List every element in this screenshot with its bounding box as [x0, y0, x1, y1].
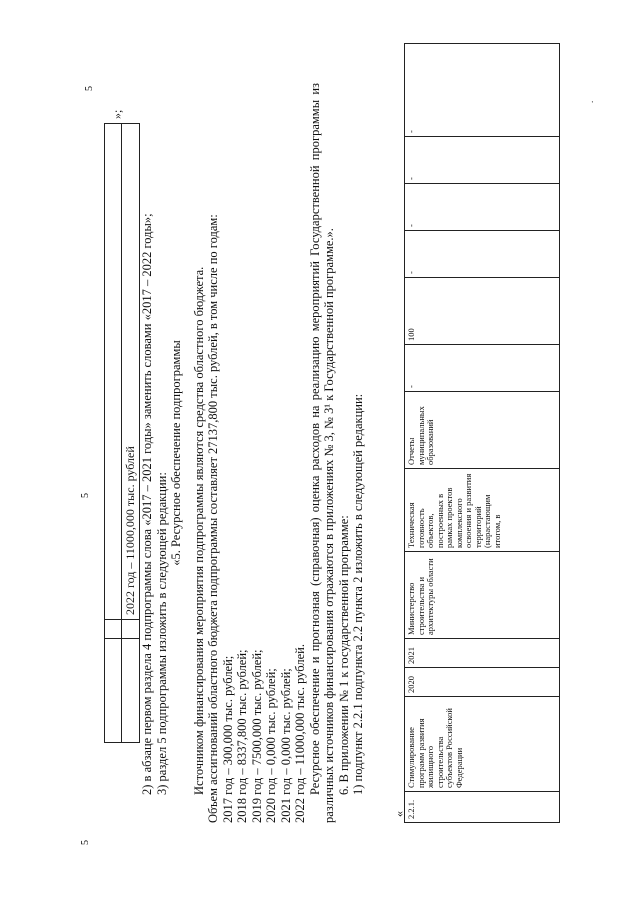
paragraph: 6. В приложении № 1 к государственной программе:	[336, 514, 351, 795]
measures-table	[404, 43, 560, 823]
section-heading: «5. Ресурсное обеспечение подпрограммы	[169, 339, 183, 566]
opening-quote: «	[392, 810, 406, 817]
paragraph: Источником финансирования мероприятия подпрограммы являются средства областного бюджета.	[191, 266, 206, 795]
year-line: 2018 год – 8337,800 тыс. рублей;	[235, 648, 249, 823]
paragraph: Объем ассигнований областного бюджета подпрограммы составляет 27137,800 тыс. рублей, в том числе по годам:	[206, 213, 220, 823]
table-cell: -	[405, 183, 560, 230]
paragraph: Ресурсное обеспечение и прогнозная (справочная) оценка расходов на реализацию мероприятий Государственной программы из различных источников финансирования отражаются в приложениях № 3, № 3¹ к Государственной программе.».	[307, 82, 336, 823]
table-cell: -	[405, 136, 560, 183]
closing-quote: »;	[110, 109, 124, 119]
year-line: 2021 год – 0,000 тыс. рублей;	[278, 667, 293, 823]
table-cell: 2020	[405, 667, 560, 696]
rotated-content	[40, 43, 600, 863]
table-cell: 2022 год – 11000,000 тыс. рублей	[122, 123, 140, 619]
table-row	[122, 123, 140, 742]
table-cell	[105, 123, 122, 619]
document-body	[140, 83, 366, 823]
table-cell: Отчеты муниципальных образований	[405, 391, 560, 468]
table-cell: Техническая готовность объектов, построенных в рамках проектов комплексного освоения и развития территорий (нарастающим итогом, в	[405, 468, 560, 551]
paragraph: 2) в абзаце первом раздела 4 подпрограммы слова «2017 – 2021 годы» заменить словами «2017 – 2022 годы»;	[140, 212, 154, 795]
dot-mark: .	[585, 100, 595, 103]
table-cell: -	[405, 344, 560, 391]
table-cell: -	[405, 43, 560, 136]
page-number: 5	[84, 85, 95, 91]
previous-table	[104, 123, 140, 743]
year-line: 2020 год – 0,000 тыс. рублей;	[264, 667, 278, 823]
table-cell: Стимулирование программ развития жилищного строительства субъектов Российской Федерации	[405, 696, 560, 791]
table-cell: 100	[405, 277, 560, 344]
table-cell: -	[405, 230, 560, 277]
table-row	[405, 43, 560, 822]
page-number: 5	[80, 492, 91, 498]
paragraph: 1) подпункт 2.2.1 подпункта 2.2 пункта 2 изложить в следующей редакции:	[351, 393, 365, 795]
table-cell: 2.2.1.	[405, 791, 560, 822]
table-cell: Министерство строительства и архитектуры области	[405, 551, 560, 638]
paragraph: 3) раздел 5 подпрограммы изложить в следующей редакции:	[154, 471, 169, 795]
year-line: 2019 год – 7500,000 тыс. рублей;	[249, 648, 264, 823]
year-line: 2017 год – 300,000 тыс. рублей;	[220, 655, 235, 823]
page-number: 5	[80, 839, 91, 845]
year-line: 2022 год – 11000,000 тыс. рублей.	[293, 643, 307, 823]
table-row	[105, 123, 122, 742]
table-cell: 2021	[405, 638, 560, 667]
